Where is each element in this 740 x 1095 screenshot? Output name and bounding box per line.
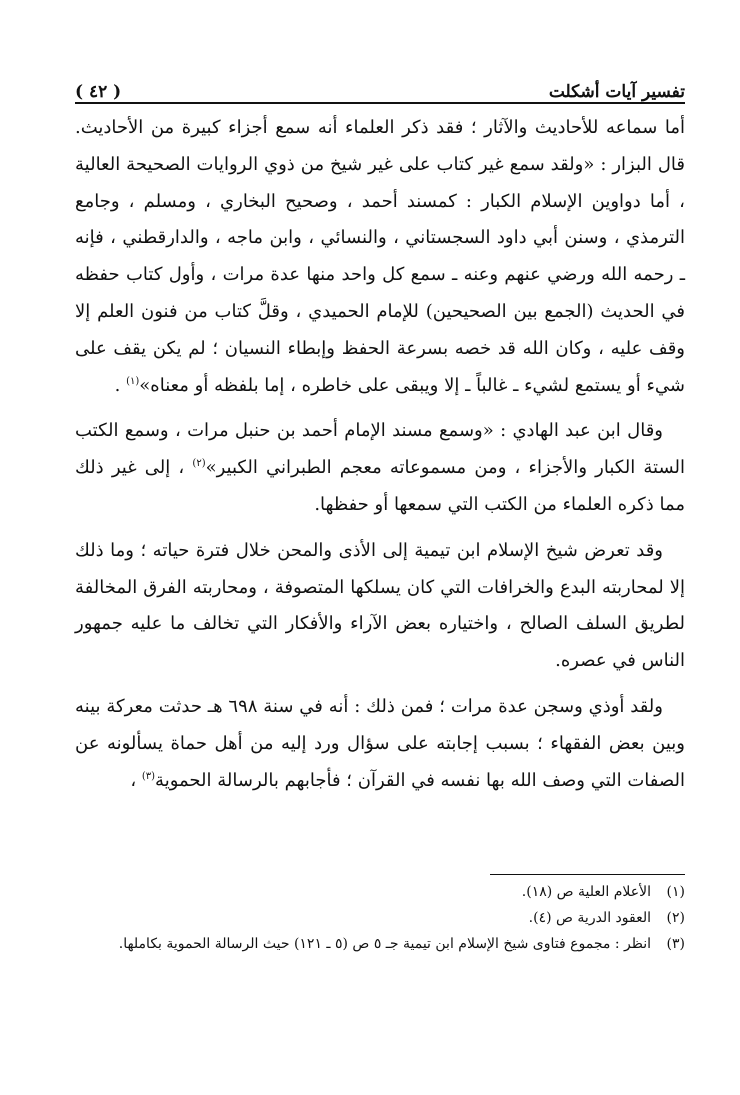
paragraph: وقال ابن عبد الهادي : «وسمع مسند الإمام أحمد بن حنبل مرات ، وسمع الكتب الستة الكبار والأجزاء ، ومن مسموعاته معجم الطبراني الكبير»$^{(٢)}$ ، إلى غير ذلك مما ذكره العلماء من الكتب التي سمعها أو حفظها. [75, 420, 685, 515]
footnote-ref[interactable]: (٣) [141, 770, 156, 782]
footnote: (١) الأعلام العلية ص (١٨). [521, 884, 685, 900]
running-title: تفسير آيات أشكلت [548, 82, 685, 102]
paragraph: أما سماعه للأحاديث والآثار ؛ فقد ذكر العلماء أنه سمع أجزاء كبيرة من الأحاديث. قال البزار : «ولقد سمع غير كتاب على غير شيخ من ذوي الروايات الصحيحة العالية ، أما دواوين الإسلام الكبار : كمسند أحمد ، وصحيح البخاري ، ومسلم ، وجامع الترمذي ، وسنن أبي داود السجستاني ، والنسائي ، وابن ماجه ، والدارقطني ، فإنه ـ رحمه الله ورضي عنهم وعنه ـ سمع كل واحد منها عدة مرات ، وأول كتاب حفظه في الحديث (الجمع بين الصحيحين) للإمام الحميدي ، وقلَّ كتاب من فنون العلم إلا وقف عليه ، وكان الله قد خصه بسرعة الحفظ وإبطاء النسيان ؛ لم يكن يقف على شيء أو يستمع لشيء ـ غالباً ـ إلا ويبقى على خاطره ، إما بلفظه أو معناه»$^{(١)}$ . [75, 117, 686, 396]
page-header [75, 70, 685, 104]
paragraph: وقد تعرض شيخ الإسلام ابن تيمية إلى الأذى والمحن خلال فترة حياته ؛ وما ذلك إلا لمحاربته البدع والخرافات التي كان يسلكها المتصوفة ، ومحاربته الفرق المخالفة لطريق السلف الصالح ، واختياره بعض الآراء والأفكار التي تخالف ما عليه جمهور الناس في عصره. [75, 539, 685, 672]
footnotes [75, 874, 685, 957]
footnote: (٣) انظر : مجموع فتاوى شيخ الإسلام ابن تيمية جـ ٥ ص (٥ ـ ١٢١) حيث الرسالة الحموية بكاملها. [118, 936, 685, 952]
page-number: ( ٤٢ ) [75, 82, 122, 102]
footnote-ref[interactable]: (٢) [192, 458, 206, 470]
footnote: (٢) العقود الدرية ص (٤). [528, 910, 685, 926]
main-text [75, 110, 685, 799]
paragraph: ولقد أوذي وسجن عدة مرات ؛ فمن ذلك : أنه في سنة ٦٩٨ هـ حدثت معركة بينه وبين بعض الفقهاء ؛ بسبب إجابته على سؤال ورد إليه من أهل حماة يسألونه عن الصفات التي وصف الله بها نفسه في القرآن ؛ فأجابهم بالرسالة الحموية$^{(٣)}$ ، [75, 695, 685, 791]
page-content [75, 70, 685, 799]
footnote-divider [490, 874, 685, 875]
footnote-ref[interactable]: (١) [126, 375, 140, 387]
